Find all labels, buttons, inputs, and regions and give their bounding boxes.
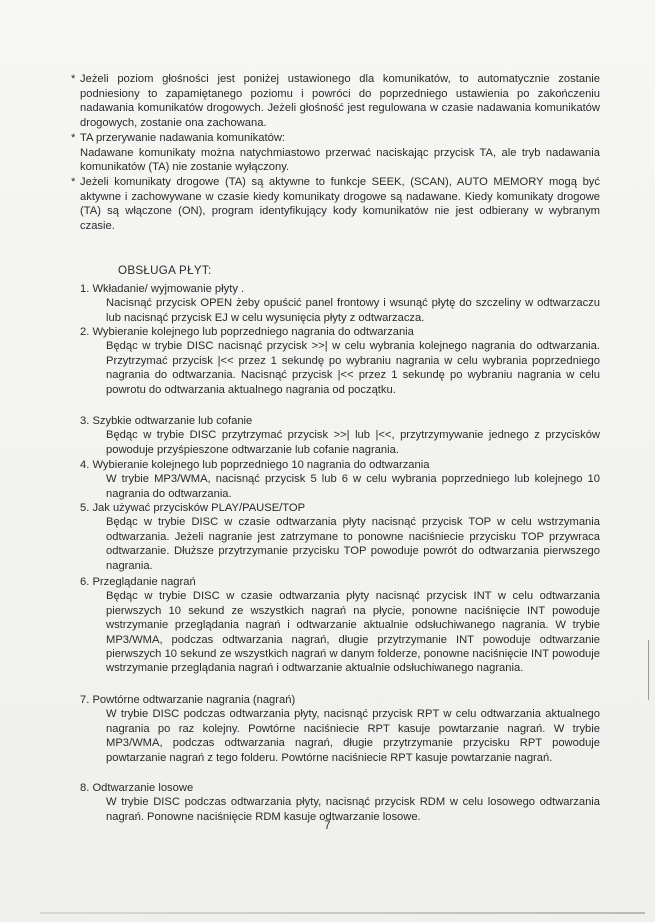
item-body: Będąc w trybie DISC przytrzymać przycisk >>| lub |<<, przytrzymywanie jednego z przycisków powoduje przyśpieszone odtwarzanie lub cofanie nagrania. xyxy=(106,429,600,456)
item-body: Będąc w trybie DISC nacisnąć przycisk >>| w celu wybrania kolejnego nagrania do odtwarzania. Przytrzymać przycisk |<< przez 1 sekundę po wybraniu nagrania w celu wybrania poprzedniego nagrania do odtwarzania. Nacisnąć przycisk |<< przez 1 sekundę po wybraniu nagrania w celu powrotu do odtwarzania aktualnego nagrania od początku. xyxy=(106,340,600,396)
scan-edge xyxy=(648,640,649,700)
scan-edge xyxy=(40,912,645,914)
item-body: W trybie MP3/WMA, nacisnąć przycisk 5 lub 6 w celu wybrania poprzedniego lub kolejnego 10 nagrania do odtwarzania. xyxy=(106,473,600,500)
item-heading: 2. Wybieranie kolejnego lub poprzedniego nagrania do odtwarzania xyxy=(80,326,414,338)
note-text: Jeżeli komunikaty drogowe (TA) są aktywne to funkcje SEEK, (SCAN), AUTO MEMORY mogą być aktywne i zachowywane w czasie kiedy komunikaty drogowe są nadawane. Kiedy komunikaty drogowe (TA) są włączone (ON), program identyfikujący kody komunikatów nie jest odbierany w wybranym czasie. xyxy=(80,176,600,232)
item-heading: 3. Szybkie odtwarzanie lub cofanie xyxy=(80,415,253,427)
list-item xyxy=(80,501,600,573)
section-title: OBSŁUGA PŁYT: xyxy=(118,264,212,277)
item-body: Będąc w trybie DISC w czasie odtwarzania płyty nacisnąć przycisk TOP w celu wstrzymania odtwarzania. Jeżeli nagranie jest zatrzymane to ponowne naciśniecie przycisku TOP przywraca odtwarzanie. Dłuższe przytrzymanie przycisku TOP powoduje powrót do odtwarzania pierwszego nagrania. xyxy=(106,516,600,572)
item-body: Będąc w trybie DISC w czasie odtwarzania płyty nacisnąć przycisk INT w celu odtwarzania pierwszych 10 sekund ze wszystkich nagrań na płycie, ponowne naciśnięcie INT powoduje wstrzymanie przeglądania nagrań i odtwarzanie aktualnie odsłuchiwanego nagrania. W trybie MP3/WMA, podczas odtwarzania nagrań, długie przytrzymanie INT powoduje odtwarzanie pierwszych 10 sekund ze wszystkich nagrań w danym folderze, ponowne naciśnięcie INT powoduje wstrzymanie przeglądania nagrań i odtwarzanie aktualnie odsłuchiwanego nagrania. xyxy=(106,590,600,675)
note-heading: TA przerywanie nadawania komunikatów: xyxy=(80,132,286,144)
list-item xyxy=(80,325,600,397)
note-bullet: * xyxy=(71,73,76,85)
list-item xyxy=(80,414,600,457)
page-number: 7 xyxy=(324,820,331,832)
item-heading: 4. Wybieranie kolejnego lub poprzedniego 10 nagrania do odtwarzania xyxy=(80,459,430,471)
list-item xyxy=(80,781,600,824)
item-heading: 8. Odtwarzanie losowe xyxy=(80,782,194,794)
note-bullet: * xyxy=(71,132,76,144)
note-ta-active xyxy=(71,175,600,233)
note-ta-interrupt xyxy=(71,131,600,175)
item-heading: 1. Wkładanie/ wyjmowanie płyty . xyxy=(80,283,245,295)
item-body: W trybie DISC podczas odtwarzania płyty, nacisnąć przycisk RDM w celu losowego odtwarzania nagrań. Ponowne naciśnięcie RDM kasuje odtwarzanie losowe. xyxy=(106,796,600,823)
item-heading: 5. Jak używać przycisków PLAY/PAUSE/TOP xyxy=(80,502,306,514)
item-heading: 7. Powtórne odtwarzanie nagrania (nagrań) xyxy=(80,694,296,706)
list-item xyxy=(80,458,600,501)
list-item xyxy=(80,575,600,676)
item-body: Nacisnąć przycisk OPEN żeby opuścić panel frontowy i wsunąć płytę do szczeliny w odtwarzaczu lub nacisnąć przycisk EJ w celu wysunięcia płyty z odtwarzacza. xyxy=(106,297,600,324)
note-text: Jeżeli poziom głośności jest poniżej ustawionego dla komunikatów, to automatycznie zostanie podniesiony to zapamiętanego poziomu i powróci do poprzedniego ustawienia po zakończeniu nadawania komunikatów drogowych. Jeżeli głośność jest regulowana w czasie nadawania komunikatów drogowych, zostanie ona zachowana. xyxy=(80,73,600,129)
item-body: W trybie DISC podczas odtwarzania płyty, nacisnąć przycisk RPT w celu odtwarzania aktualnego nagrania po raz kolejny. Powtórne naciśniecie RPT kasuje powtarzanie nagrań. W trybie MP3/WMA, podczas odtwarzania nagrań, długie przytrzymanie przycisku RPT powoduje powtarzanie nagrań z tego folderu. Powtórne naciśniecie RPT kasuje powtarzanie nagrań. xyxy=(106,708,600,764)
note-bullet: * xyxy=(71,176,76,188)
list-item xyxy=(80,693,600,765)
item-heading: 6. Przeglądanie nagrań xyxy=(80,576,196,588)
note-volume xyxy=(71,72,600,130)
note-text: Nadawane komunikaty można natychmiastowo przerwać naciskając przycisk TA, ale tryb nadawania komunikatów (TA) nie zostanie wyłączony. xyxy=(80,146,600,174)
list-item xyxy=(80,282,600,325)
